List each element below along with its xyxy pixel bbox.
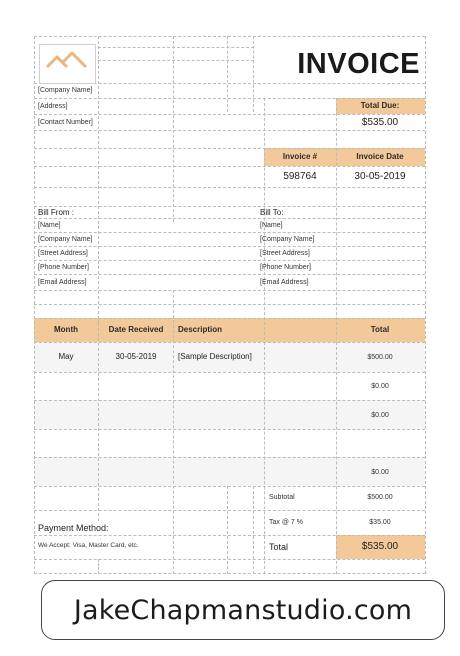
grid-line-h [34,274,425,275]
invoice-number-value: 598764 [283,171,317,182]
grid-line-h [34,148,425,149]
bill-to-line: [Company Name] [260,236,315,243]
grid-line-h [34,98,425,99]
grid-line-v [98,36,99,324]
grand-total-label: Total [269,542,289,552]
grid-line-h [34,218,425,219]
table-cell-total: $0.00 [371,383,389,390]
watermark-text: JakeChapmanstudio.com [73,594,413,626]
column-header-date-received: Date Received [108,325,164,334]
grid-line-h [34,187,425,188]
bill-from-heading: Bill From : [38,208,74,217]
grid-line-h [34,573,425,574]
bill-to-line: [Phone Number] [260,264,311,271]
column-header-description: Description [178,325,223,334]
subtotal-value: $500.00 [367,494,393,501]
bill-to-heading: Bill To: [260,208,284,217]
grid-line-h [34,429,425,430]
grid-line-h [34,304,425,305]
bill-from-line: [Phone Number] [38,264,89,271]
grid-line-h [34,486,425,487]
grid-line-h [34,36,425,37]
company-name: [Company Name] [38,87,93,94]
bill-to-line: [Street Address] [260,250,310,257]
invoice-date-label: Invoice Date [356,152,404,161]
subtotal-label: Subtotal [269,494,295,501]
invoice-sheet [34,36,425,574]
grid-line-h [34,318,425,319]
company-address: [Address] [38,103,68,110]
grid-line-h [34,246,425,247]
grid-line-h [34,457,425,458]
column-header-total: Total [370,325,390,334]
header-row-fill [34,318,425,342]
table-cell-month: May [58,352,74,361]
bill-from-line: [Company Name] [38,236,93,243]
grid-line-h [34,290,425,291]
grid-line-h [34,372,425,373]
grid-line-h [98,47,254,48]
bill-to-line: [Email Address] [260,279,309,286]
grid-line-h [34,400,425,401]
table-cell-total: $0.00 [371,412,389,419]
mountain-logo-icon [40,45,95,83]
total-due-value: $535.00 [361,117,399,128]
payment-method-label: Payment Method: [38,523,109,533]
grid-line-h [34,232,425,233]
bill-from-line: [Name] [38,222,61,229]
table-cell-date: 30-05-2019 [115,352,157,361]
watermark-banner [41,580,445,640]
payment-accepted-text: We Accept: Visa, Master Card, etc. [38,542,139,549]
grid-line-v [98,559,99,574]
table-cell-description: [Sample Description] [178,352,252,361]
bill-from-line: [Street Address] [38,250,88,257]
total-due-label: Total Due: [360,101,400,110]
grid-line-v [253,486,254,574]
table-cell-total: $500.00 [367,354,393,361]
grid-line-h [34,114,425,115]
bill-to-line: [Name] [260,222,283,229]
company-contact: [Contact Number] [38,119,93,126]
row-shade-3 [34,457,425,486]
grid-line-h [34,166,425,167]
invoice-date-value: 30-05-2019 [354,171,406,182]
grid-line-v [264,98,265,574]
grid-line-h [34,535,425,536]
tax-value: $35.00 [369,519,391,526]
bill-from-line: [Email Address] [38,279,87,286]
table-cell-total: $0.00 [371,469,389,476]
grand-total-value: $535.00 [361,541,399,552]
grid-line-h [34,510,425,511]
page-title: INVOICE [297,48,420,80]
grid-line-v [425,36,426,574]
grid-line-h [98,60,254,61]
grid-line-v [173,36,174,222]
invoice-number-label: Invoice # [282,152,318,161]
grid-line-v [173,290,174,574]
row-shade-2 [34,400,425,429]
tax-label: Tax @ 7 % [269,519,303,526]
company-logo [39,44,96,84]
grid-line-v [34,36,35,574]
grid-line-v [227,486,228,574]
grid-line-v [98,318,99,521]
grid-line-v [336,98,337,574]
column-header-month: Month [54,325,78,334]
grid-line-h [34,342,425,343]
grid-line-h [34,130,425,131]
grid-line-h [34,206,425,207]
grid-line-h [34,260,425,261]
grid-line-h [34,559,425,560]
